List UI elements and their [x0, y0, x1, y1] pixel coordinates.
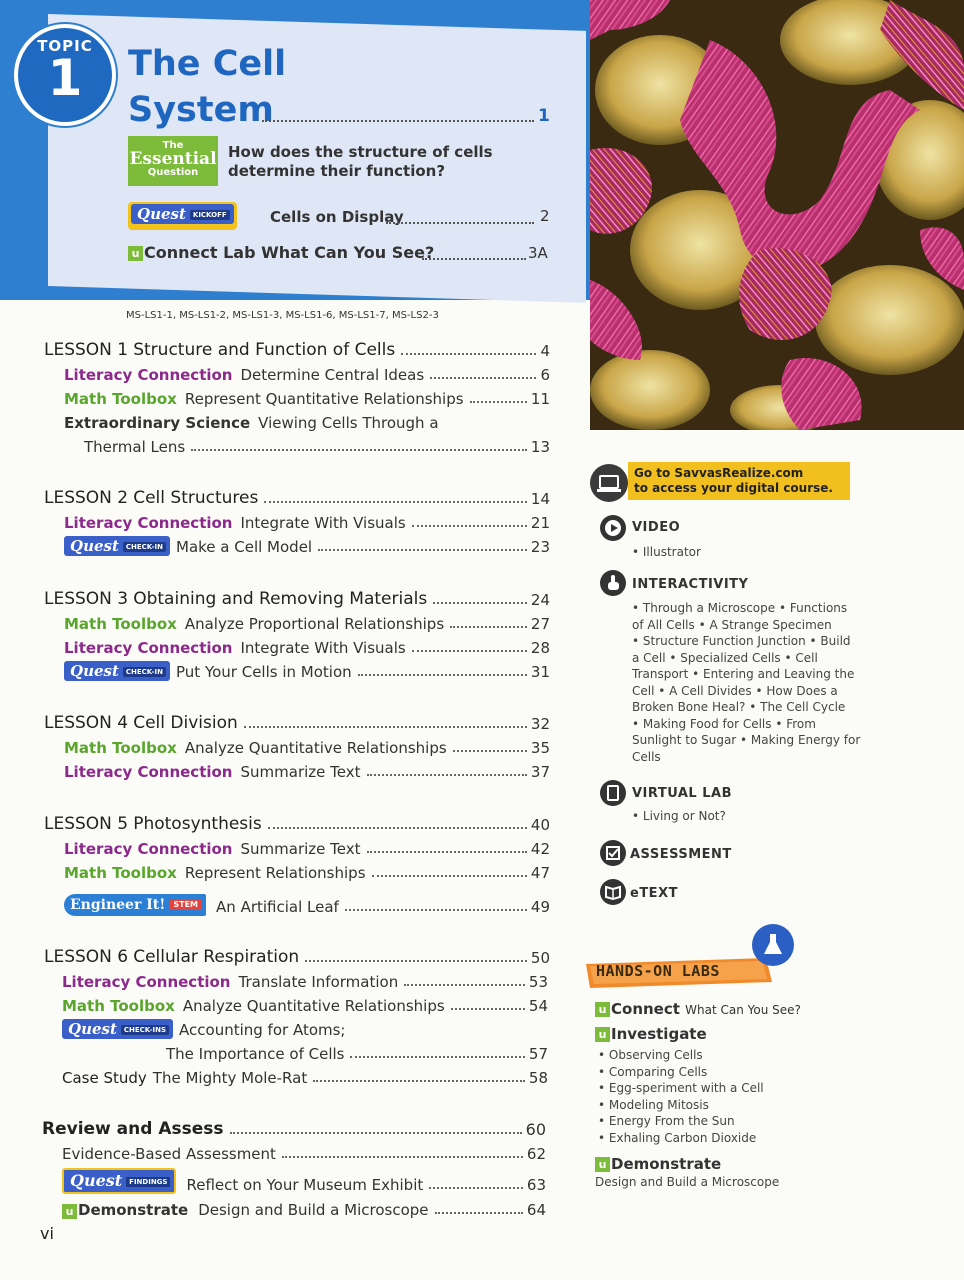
uconnect-lab[interactable]	[128, 243, 434, 262]
lesson-title: Structure and Function of Cells	[133, 340, 396, 360]
toc-entry[interactable]	[62, 1168, 546, 1194]
toc-entry[interactable]	[62, 969, 548, 991]
toc-entry[interactable]	[62, 993, 548, 1015]
interactivity-line: of All Cells • A Strange Specimen	[632, 617, 832, 632]
leader-dots	[358, 674, 527, 676]
lesson-number: LESSON 6	[44, 947, 129, 967]
toc-lesson-4[interactable]	[44, 711, 550, 733]
toc-entry[interactable]	[64, 611, 550, 633]
page-number: 23	[530, 538, 550, 556]
quest-word: Quest	[70, 662, 119, 680]
entry-title: Thermal Lens	[84, 438, 186, 456]
assessment-heading[interactable]: ASSESSMENT	[630, 847, 732, 862]
quest-checkins-badge	[62, 1019, 173, 1039]
case-study-label: Case Study	[62, 1069, 147, 1087]
math-toolbox-label: Math Toolbox	[64, 739, 177, 757]
leader-dots	[313, 1080, 525, 1082]
leader-dots	[412, 650, 527, 652]
toc-lesson-3[interactable]	[44, 587, 550, 609]
page-number: 47	[530, 864, 550, 882]
interactivity-line: Cells	[632, 749, 661, 764]
quest-checkin-badge	[64, 661, 170, 681]
page-number: 32	[530, 715, 550, 733]
leader-dots	[264, 501, 527, 503]
quest-word: Quest	[137, 205, 186, 223]
entry-title: Represent Relationships	[184, 864, 366, 882]
lab-demonstrate-item: Design and Build a Microscope	[595, 1175, 780, 1189]
toc-entry[interactable]	[64, 410, 550, 432]
leader-dots	[305, 960, 527, 962]
page-number: 14	[530, 490, 550, 508]
leader-dots	[451, 1008, 525, 1010]
lesson-number: LESSON 4	[44, 713, 129, 733]
lesson-title: Obtaining and Removing Materials	[133, 589, 428, 609]
page-number: 11	[530, 390, 550, 408]
lab-investigate[interactable]	[595, 1025, 707, 1043]
entry-title: Analyze Proportional Relationships	[184, 615, 445, 633]
entry-title: Integrate With Visuals	[240, 639, 406, 657]
topic-label: TOPIC	[37, 37, 93, 55]
toc-entry-continued[interactable]	[84, 434, 550, 456]
page-number: 40	[530, 816, 550, 834]
leader-dots	[412, 525, 527, 527]
leader-dots	[470, 401, 527, 403]
quest-tag: FINDINGS	[126, 1177, 170, 1187]
lesson-number: LESSON 3	[44, 589, 129, 609]
quest-kickoff-title[interactable]: Cells on Display	[270, 208, 404, 226]
page-number: 50	[530, 949, 550, 967]
page-number: 28	[530, 639, 550, 657]
entry-title: Put Your Cells in Motion	[176, 663, 352, 681]
literacy-connection-label: Literacy Connection	[64, 639, 233, 657]
lab-connect-head: Connect	[611, 1000, 680, 1018]
page-number: 4	[540, 342, 550, 360]
toc-entry[interactable]	[64, 635, 550, 657]
page-number: 53	[528, 973, 548, 991]
quest-word: Quest	[70, 537, 119, 555]
math-toolbox-label: Math Toolbox	[62, 997, 175, 1015]
page-number: 64	[526, 1201, 546, 1219]
toc-entry[interactable]	[62, 1065, 548, 1087]
page-number: 24	[530, 591, 550, 609]
toc-entry[interactable]	[62, 1141, 546, 1163]
page-number: 37	[530, 763, 550, 781]
entry-title: Translate Information	[238, 973, 399, 991]
topic-title-line2: System	[128, 90, 274, 130]
uconnect-label: Connect Lab What Can You See?	[144, 243, 435, 262]
quest-kickoff-badge	[128, 202, 237, 230]
laptop-icon	[590, 464, 628, 502]
lab-connect-item: What Can You See?	[685, 1003, 801, 1017]
leader-dots	[191, 449, 527, 451]
video-play-icon	[600, 515, 626, 541]
lesson-number: LESSON 5	[44, 814, 129, 834]
page-number: 35	[530, 739, 550, 757]
toc-entry[interactable]	[64, 836, 550, 858]
leader-dots	[367, 774, 527, 776]
lab-item: • Energy From the Sun	[598, 1114, 735, 1129]
interactivity-line: • Through a Microscope • Functions	[632, 601, 848, 615]
leader-dots	[386, 222, 534, 224]
page-number: 27	[530, 615, 550, 633]
quest-kickoff-page: 2	[540, 207, 550, 225]
hands-on-labs-title: HANDS-ON LABS	[596, 962, 720, 980]
topic-title-line1: The Cell	[128, 44, 287, 84]
eq-logo-the: The	[162, 140, 184, 151]
literacy-connection-label: Literacy Connection	[64, 514, 233, 532]
entry-title: Determine Central Ideas	[240, 366, 425, 384]
leader-dots	[401, 353, 536, 355]
page-number: 54	[528, 997, 548, 1015]
lab-item: • Comparing Cells	[598, 1064, 708, 1079]
page-number: 57	[528, 1045, 548, 1063]
leader-dots	[453, 750, 527, 752]
lab-demonstrate-head: Demonstrate	[611, 1155, 722, 1173]
entry-title: The Mighty Mole-Rat	[152, 1069, 308, 1087]
lesson-number: LESSON 1	[44, 340, 129, 360]
toc-entry[interactable]	[64, 759, 550, 781]
engineer-it-label: Engineer It!	[70, 897, 166, 913]
page-folio: vi	[40, 1224, 54, 1243]
interactivity-line: Cell • A Cell Divides • How Does a	[632, 683, 838, 698]
toc-lesson-1[interactable]	[44, 338, 550, 360]
eq-logo-essential: Essential	[129, 149, 217, 169]
page-number: 58	[528, 1069, 548, 1087]
entry-title: Accounting for Atoms;	[179, 1021, 346, 1039]
leader-dots	[244, 726, 527, 728]
interactivity-line: Broken Bone Heal? • The Cell Cycle	[632, 700, 846, 714]
math-toolbox-label: Math Toolbox	[64, 390, 177, 408]
standards-list: MS-LS1-1, MS-LS1-2, MS-LS1-3, MS-LS1-6, MS-LS1-7, MS-LS2-3	[126, 310, 439, 321]
quest-tag: CHECK-IN	[123, 542, 166, 552]
math-toolbox-label: Math Toolbox	[64, 615, 177, 633]
entry-title: Integrate With Visuals	[240, 514, 406, 532]
leader-dots	[262, 120, 534, 122]
video-heading[interactable]: VIDEO	[632, 520, 681, 535]
leader-dots	[404, 984, 525, 986]
lab-item: • Egg-speriment with a Cell	[598, 1081, 764, 1096]
page-number: 42	[530, 840, 550, 858]
entry-title: Make a Cell Model	[176, 538, 313, 556]
engineer-it-badge	[64, 894, 206, 916]
literacy-connection-label: Literacy Connection	[62, 973, 231, 991]
realize-callout[interactable]	[628, 462, 850, 500]
entry-title: Reflect on Your Museum Exhibit	[186, 1176, 424, 1194]
page-number: 31	[530, 663, 550, 681]
leader-dots	[435, 1212, 523, 1214]
lab-demonstrate[interactable]	[595, 1155, 721, 1173]
entry-title: Analyze Quantitative Relationships	[184, 739, 447, 757]
interactivity-line: • Making Food for Cells • From	[632, 716, 816, 731]
lesson-title: Cell Structures	[133, 488, 259, 508]
uconnect-page: 3A	[528, 244, 548, 262]
eq-logo-question: Question	[147, 167, 199, 178]
lesson-title: Cellular Respiration	[133, 947, 300, 967]
lab-item: • Modeling Mitosis	[598, 1097, 709, 1112]
leader-dots	[318, 549, 527, 551]
toc-entry[interactable]	[64, 735, 550, 757]
etext-heading[interactable]: eTEXT	[630, 886, 678, 901]
interactivity-line: • Structure Function Junction • Build	[632, 634, 851, 648]
u-icon: u	[595, 1027, 610, 1042]
literacy-connection-label: Literacy Connection	[64, 840, 233, 858]
leader-dots	[367, 851, 527, 853]
topic-page: 1	[538, 106, 550, 126]
review-title: Review and Assess	[42, 1119, 224, 1139]
quest-tag: CHECK-INS	[121, 1025, 169, 1035]
page-number: 62	[526, 1145, 546, 1163]
leader-dots	[422, 258, 526, 260]
leader-dots	[268, 827, 527, 829]
essential-question-line1: How does the structure of cells	[228, 143, 493, 161]
checkbox-icon	[600, 840, 626, 866]
leader-dots	[345, 909, 527, 911]
entry-title: Summarize Text	[240, 840, 361, 858]
toc-entry[interactable]	[64, 659, 550, 681]
quest-findings-badge	[62, 1168, 176, 1194]
u-icon: u	[595, 1002, 610, 1017]
toc-entry[interactable]	[64, 860, 550, 882]
leader-dots	[372, 875, 527, 877]
lesson-title: Cell Division	[133, 713, 238, 733]
topic-badge	[14, 24, 116, 126]
entry-title: An Artificial Leaf	[216, 898, 339, 916]
quest-checkin-badge	[64, 536, 170, 556]
quest-logo	[131, 204, 234, 224]
lab-item: • Exhaling Carbon Dioxide	[598, 1130, 757, 1145]
virtual-lab-heading[interactable]: VIRTUAL LAB	[632, 786, 732, 801]
interactivity-heading[interactable]: INTERACTIVITY	[632, 577, 749, 592]
toc-entry[interactable]	[64, 362, 550, 384]
leader-dots	[429, 1187, 523, 1189]
entry-title: Evidence-Based Assessment	[62, 1145, 276, 1163]
u-icon: u	[62, 1204, 77, 1219]
leader-dots	[433, 602, 527, 604]
leader-dots	[350, 1056, 524, 1058]
hands-on-labs-banner	[586, 952, 776, 992]
toc-entry[interactable]	[64, 510, 550, 532]
extraordinary-science-label: Extraordinary Science	[64, 414, 251, 432]
toc-entry[interactable]	[64, 534, 550, 556]
lab-item: • Observing Cells	[598, 1048, 703, 1062]
interactivity-list	[632, 600, 860, 765]
leader-dots	[430, 377, 536, 379]
stem-tag: STEM	[169, 899, 202, 910]
page-number: 6	[540, 366, 550, 384]
tablet-icon	[600, 780, 626, 806]
leader-dots	[282, 1156, 523, 1158]
toc-entry[interactable]	[64, 892, 550, 916]
toc-lesson-5[interactable]	[44, 812, 550, 834]
demonstrate-label: Demonstrate	[78, 1201, 189, 1219]
toc-review[interactable]	[42, 1117, 546, 1139]
entry-title: Analyze Quantitative Relationships	[182, 997, 445, 1015]
virtual-lab-items: • Living or Not?	[632, 809, 726, 823]
essential-question-line2: determine their function?	[228, 162, 446, 180]
quest-word: Quest	[70, 1171, 123, 1190]
entry-title: Design and Build a Microscope	[198, 1201, 429, 1219]
lab-investigate-list	[598, 1047, 764, 1147]
video-items: • Illustrator	[632, 545, 701, 559]
toc-lesson-2[interactable]	[44, 486, 550, 508]
page-number: 13	[530, 438, 550, 456]
literacy-connection-label: Literacy Connection	[64, 763, 233, 781]
interactivity-line: Sunlight to Sugar • Making Energy for	[632, 733, 861, 747]
microscope-cell-photo	[590, 0, 964, 430]
interactivity-line: a Cell • Specialized Cells • Cell	[632, 650, 818, 665]
toc-lesson-6[interactable]	[44, 945, 550, 967]
page-number: 63	[526, 1176, 546, 1194]
toc-entry-continued[interactable]	[166, 1041, 548, 1063]
u-icon: u	[595, 1157, 610, 1172]
entry-title: Summarize Text	[240, 763, 361, 781]
lab-connect[interactable]	[595, 1000, 801, 1018]
toc-entry[interactable]	[62, 1197, 546, 1219]
book-icon	[600, 879, 626, 905]
quest-tag: KICKOFF	[190, 210, 230, 220]
entry-title: Viewing Cells Through a	[258, 414, 439, 432]
lesson-title: Photosynthesis	[133, 814, 262, 834]
quest-word: Quest	[68, 1020, 117, 1038]
flask-icon	[752, 924, 794, 966]
hand-pointer-icon	[600, 570, 626, 596]
topic-number: 1	[47, 49, 83, 107]
leader-dots	[230, 1132, 522, 1134]
realize-line1: Go to SavvasRealize.com	[634, 466, 804, 480]
toc-entry[interactable]	[64, 386, 550, 408]
u-icon: u	[128, 246, 143, 261]
page-number: 60	[525, 1120, 546, 1139]
page-number: 49	[530, 898, 550, 916]
lab-investigate-head: Investigate	[611, 1025, 707, 1043]
realize-line2: to access your digital course.	[634, 481, 833, 495]
leader-dots	[450, 626, 527, 628]
literacy-connection-label: Literacy Connection	[64, 366, 233, 384]
lesson-number: LESSON 2	[44, 488, 129, 508]
math-toolbox-label: Math Toolbox	[64, 864, 177, 882]
toc-entry[interactable]	[62, 1017, 548, 1039]
quest-tag: CHECK-IN	[123, 667, 166, 677]
essential-question-logo	[128, 136, 218, 186]
entry-title: Represent Quantitative Relationships	[184, 390, 464, 408]
entry-title: The Importance of Cells	[166, 1045, 345, 1063]
page-number: 21	[530, 514, 550, 532]
interactivity-line: Transport • Entering and Leaving the	[632, 667, 855, 681]
